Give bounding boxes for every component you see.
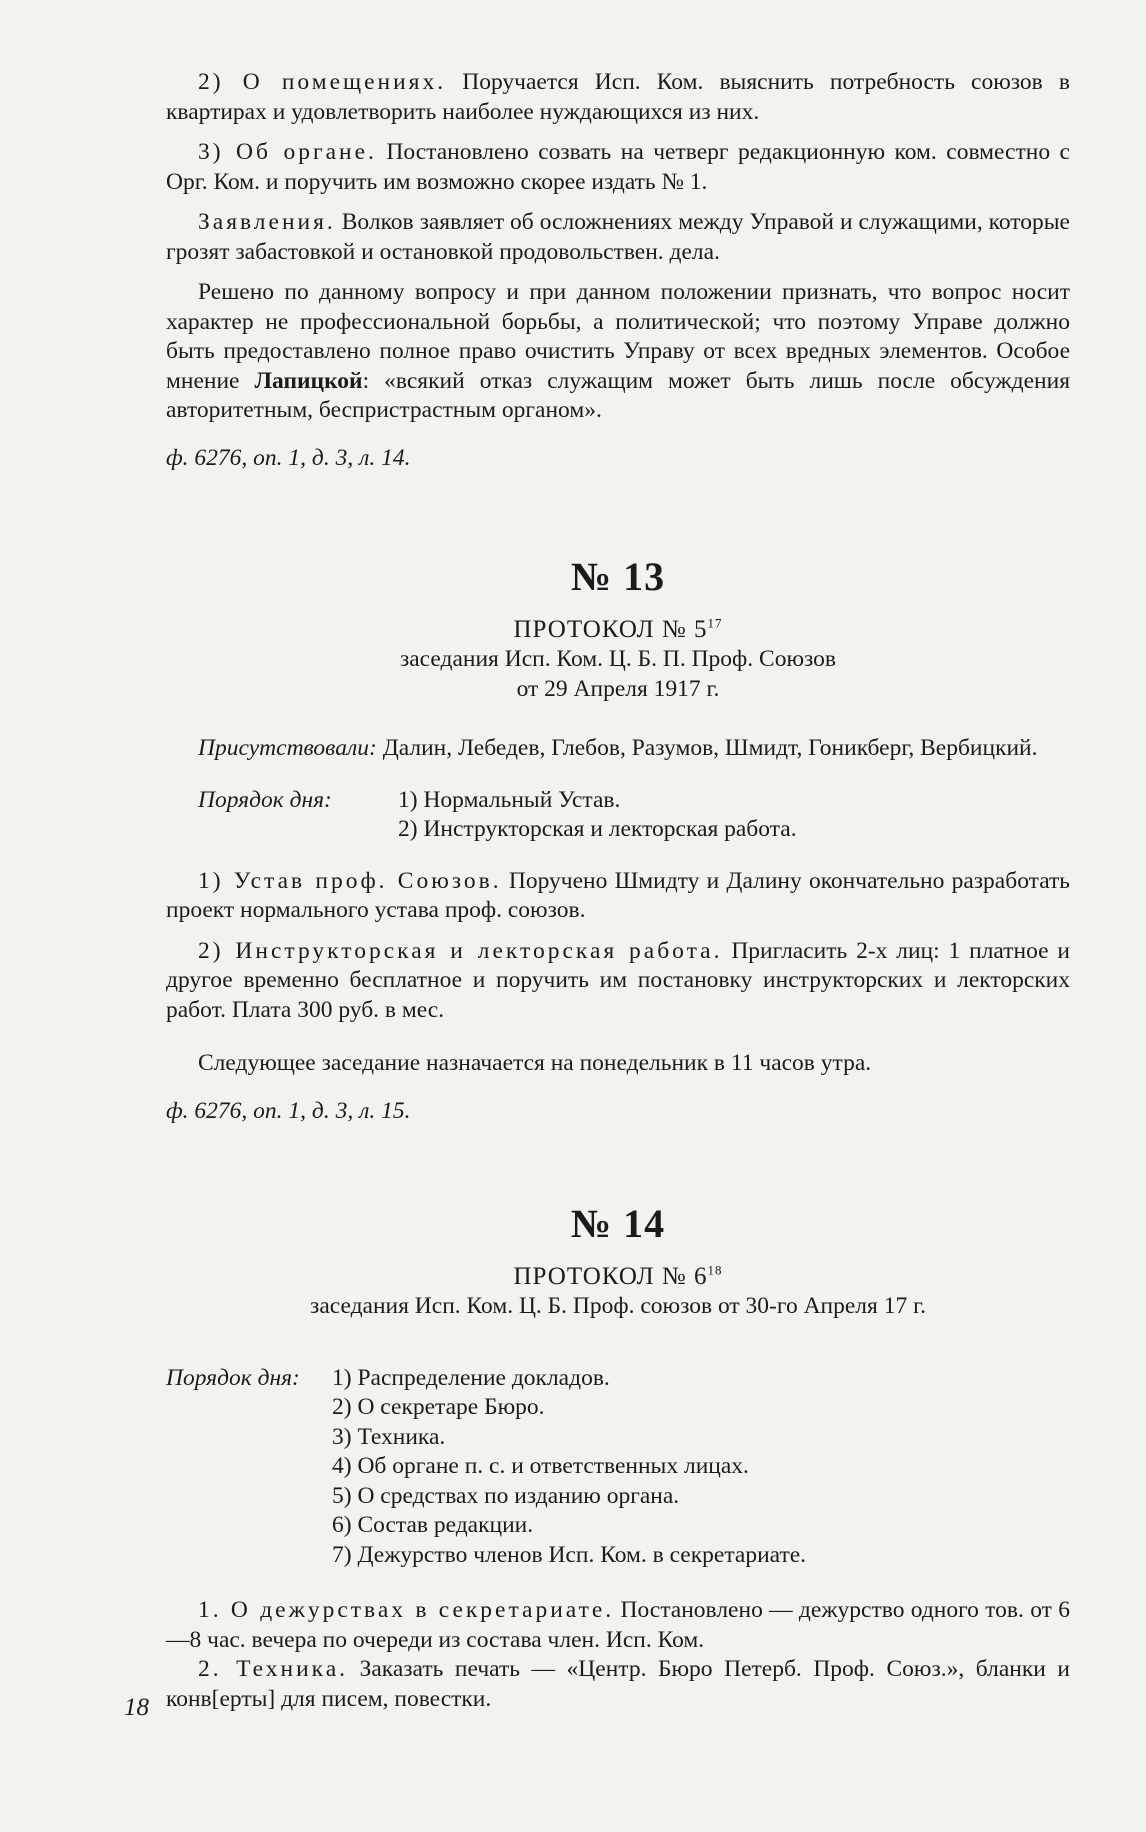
document-number-13: № 13 <box>570 554 666 599</box>
text-premises: Поручается Исп. Ком. выяснить потребность союзов в квартирах и удовлетворить наиболее нуждающихся из них. <box>166 69 1071 125</box>
protocol-title-6 <box>166 1262 1070 1292</box>
name-lapitskaya: Лапицкой <box>254 367 363 394</box>
agenda-item: 7) Дежурство членов Исп. Ком. в секретариате. <box>332 1541 807 1568</box>
text-decision-1: Решено по данному вопросу и при данном положении признать, что вопрос носит характер не профессиональной борьбы, а политической; что поэтому Управе должно быть предоставлено полное право очистить Управу от всех вредных элементов. Особое мнение <box>166 279 1070 394</box>
agenda-label-14: Порядок дня: <box>166 1364 300 1391</box>
text-statements: Волков заявляет об осложнениях между Управой и служащими, которые грозят забастовкой и остановкой продовольствен. дела. <box>166 209 1070 265</box>
present-label: Присутствовали: <box>198 735 377 761</box>
heading-organ: 3) Об органе. <box>198 139 377 165</box>
protocol-subtitle-6: заседания Исп. Ком. Ц. Б. Проф. союзов от 30-го Апреля 17 г. <box>310 1293 926 1319</box>
protocol-title-6-text: ПРОТОКОЛ № 6 <box>513 1263 708 1290</box>
heading-instructor-work: 2) Инструкторская и лекторская работа. <box>198 937 723 964</box>
footnote-marker-18: 18 <box>707 1262 723 1278</box>
paragraph-organ <box>166 138 1070 197</box>
archive-reference-15: ф. 6276, оп. 1, д. 3, л. 15. <box>166 1097 411 1124</box>
document-number-14: № 14 <box>570 1201 666 1246</box>
item-duty <box>166 1596 1070 1655</box>
agenda-item: 1) Нормальный Устав. <box>398 786 621 813</box>
paragraph-premises <box>166 68 1070 127</box>
agenda-item: 1) Распределение докладов. <box>332 1364 610 1391</box>
text-technique: Заказать печать — «Центр. Бюро Петерб. Проф. Союз.», бланки и конв[ерты] для писем, повестки. <box>166 1656 1070 1712</box>
protocol-title-5-text: ПРОТОКОЛ № 5 <box>513 616 708 643</box>
agenda-13 <box>166 786 1070 845</box>
text-instructor-work: Пригласить 2-х лиц: 1 платное и другое временно бесплатное и поручить им постановку инструкторских и лекторских работ. Плата 300 руб. в мес. <box>166 937 1070 1023</box>
heading-statements: Заявления. <box>198 209 336 235</box>
agenda-item: 4) Об органе п. с. и ответственных лицах. <box>332 1453 749 1479</box>
page-number: 18 <box>124 1694 149 1721</box>
agenda-item: 6) Состав редакции. <box>332 1512 534 1538</box>
text-decision-2: : «всякий отказ служащим может быть лишь после обсуждения авторитетным, беспристрастным органом». <box>166 367 1071 423</box>
heading-charter: 1) Устав проф. Союзов. <box>198 867 502 894</box>
archive-reference-14: ф. 6276, оп. 1, д. 3, л. 14. <box>166 444 411 471</box>
next-meeting: Следующее заседание назначается на понедельник в 11 часов утра. <box>198 1050 872 1076</box>
footnote-marker-17: 17 <box>707 615 723 631</box>
item-instructor-work <box>166 937 1070 1026</box>
paragraph-decision <box>166 278 1070 426</box>
item-charter <box>166 867 1070 926</box>
text-duty: Постановлено — дежурство одного тов. от 6—8 час. вечера по очереди из состава член. Исп. Ком. <box>166 1597 1070 1653</box>
agenda-list-13 <box>398 786 797 845</box>
protocol-title-5 <box>166 615 1070 645</box>
agenda-label-13: Порядок дня: <box>198 786 332 813</box>
agenda-item: 5) О средствах по изданию органа. <box>332 1482 680 1509</box>
agenda-item: 3) Техника. <box>332 1423 446 1450</box>
heading-premises: 2) О помещениях. <box>198 69 447 95</box>
paragraph-statements <box>166 208 1070 267</box>
present-list <box>166 734 1070 764</box>
text-organ: Постановлено созвать на четверг редакционную ком. совместно с Орг. Ком. и поручить им возможно скорее издать № 1. <box>166 139 1070 195</box>
agenda-item: 2) Инструкторская и лекторская работа. <box>398 816 797 842</box>
item-technique <box>166 1655 1070 1714</box>
agenda-item: 2) О секретаре Бюро. <box>332 1394 545 1420</box>
agenda-14 <box>166 1364 1070 1571</box>
protocol-subtitle-5-line2: от 29 Апреля 1917 г. <box>516 675 720 702</box>
protocol-subtitle-5-line1: заседания Исп. Ком. Ц. Б. П. Проф. Союзов <box>399 646 837 672</box>
heading-duty: 1. О дежурствах в секретариате. <box>198 1597 615 1623</box>
text-charter: Поручено Шмидту и Далину окончательно разработать проект нормального устава проф. союзов. <box>166 867 1070 923</box>
present-names: Далин, Лебедев, Глебов, Разумов, Шмидт, Гоникберг, Вербицкий. <box>376 735 1038 761</box>
heading-technique: 2. Техника. <box>198 1656 349 1682</box>
agenda-list-14 <box>332 1364 806 1571</box>
